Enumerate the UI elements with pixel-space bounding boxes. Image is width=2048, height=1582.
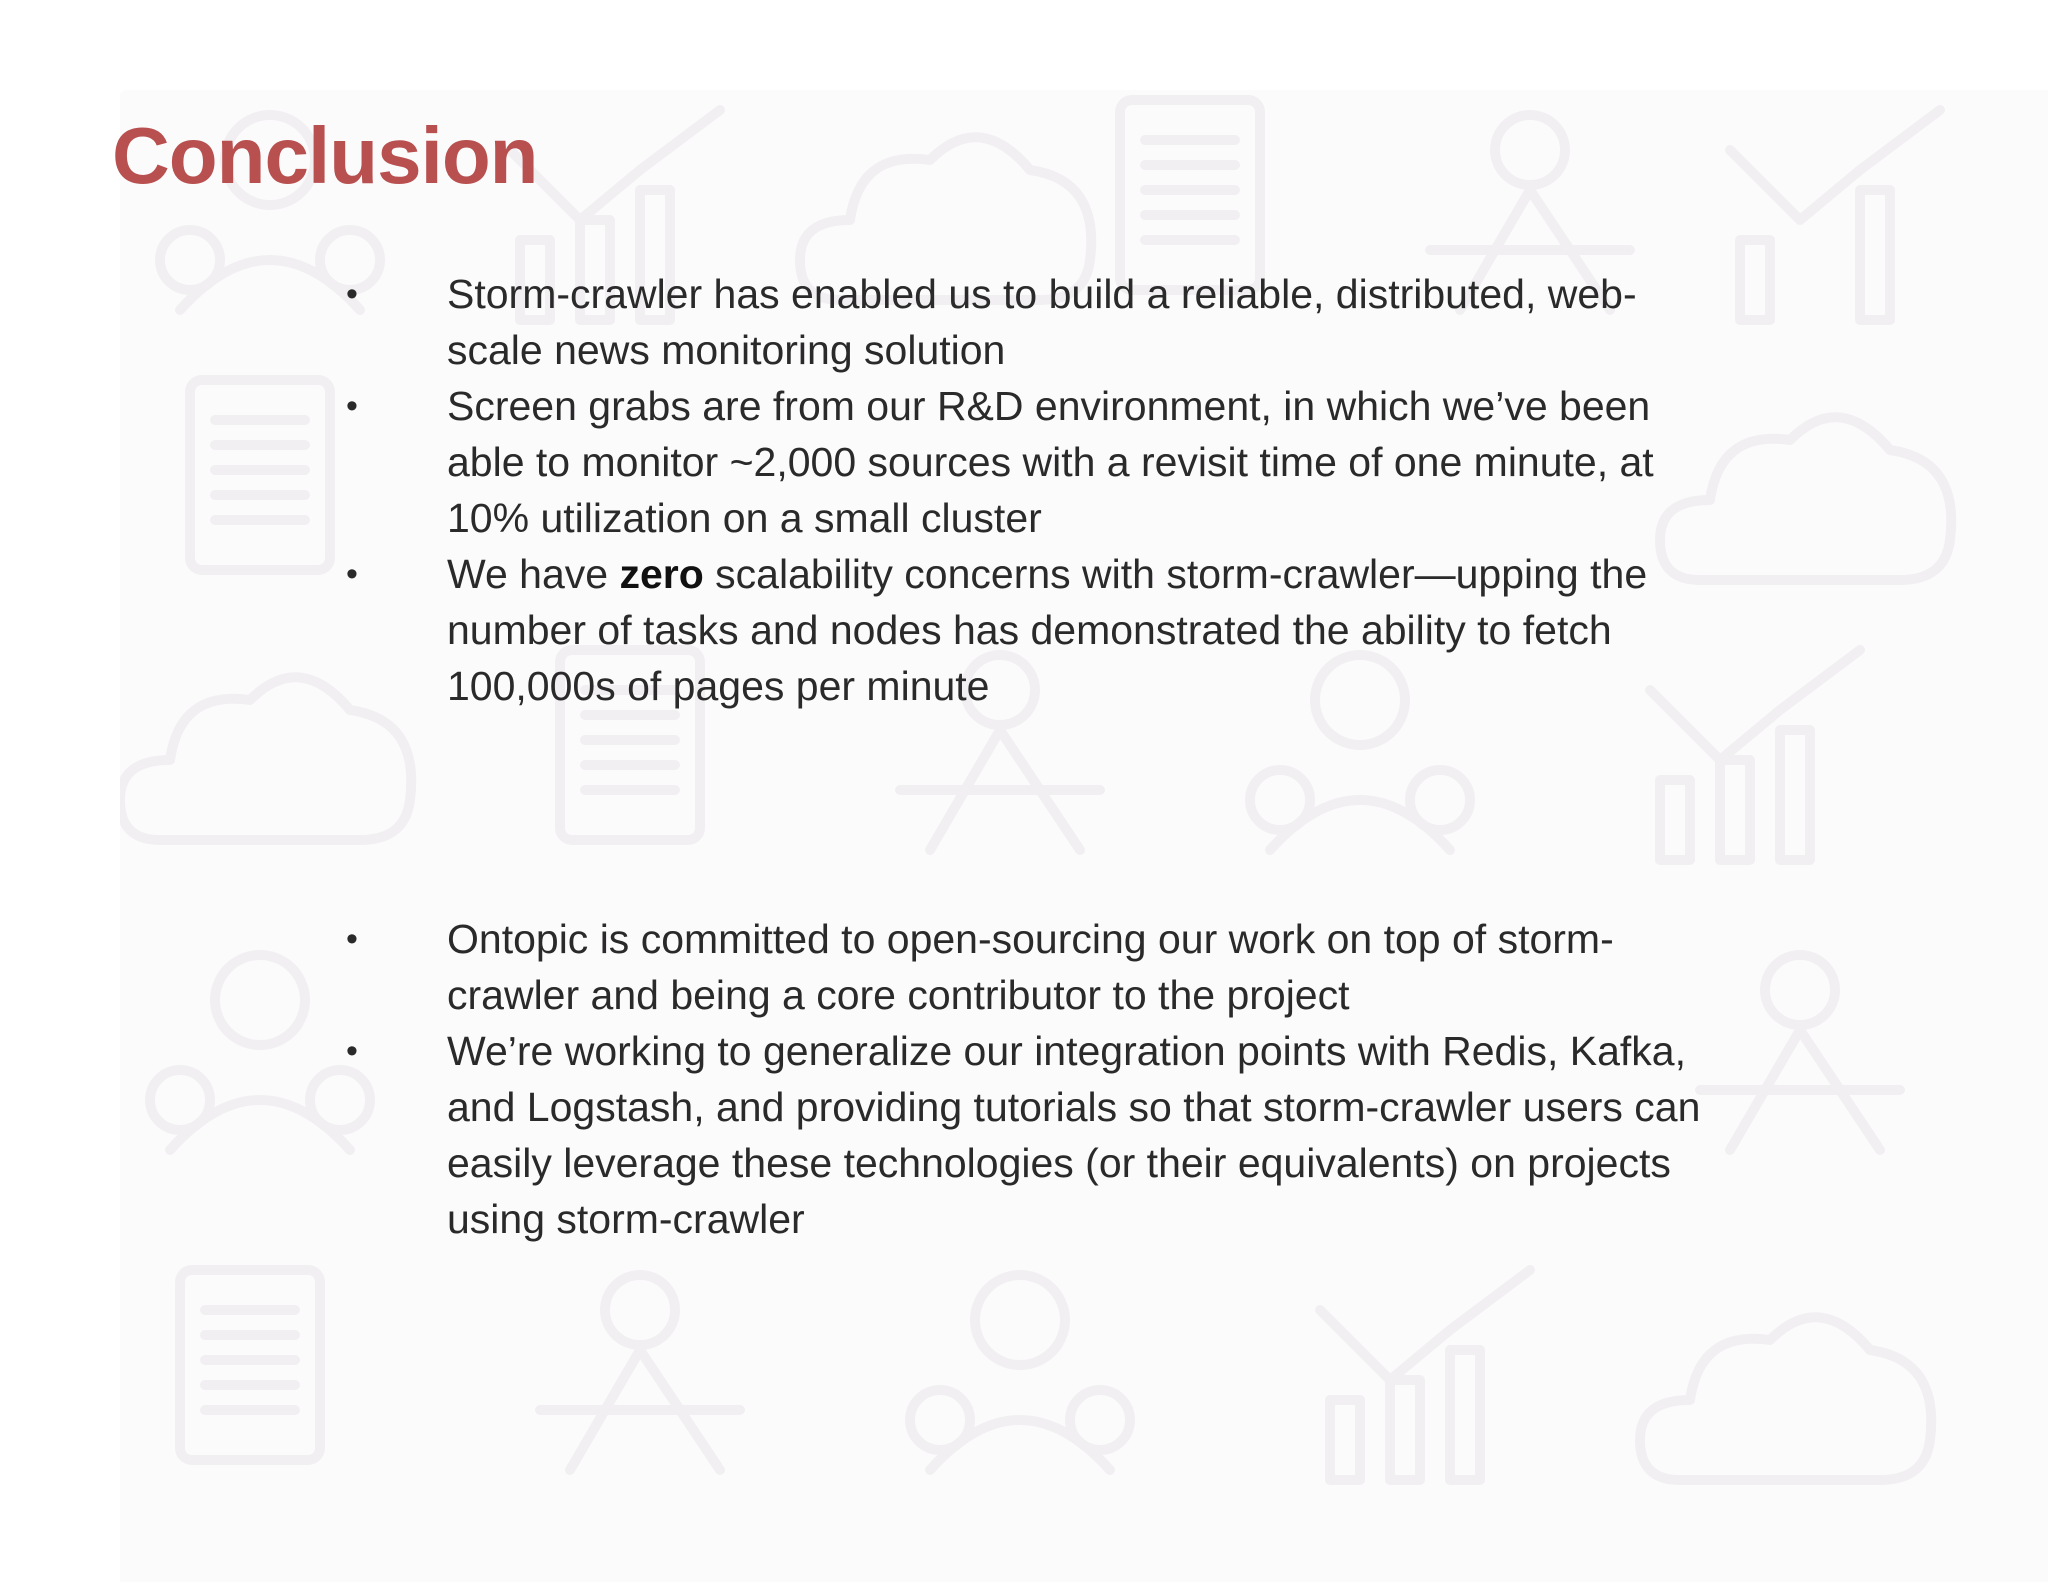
document-icon (180, 1270, 320, 1460)
bullet-text-emphasis: zero (619, 551, 704, 597)
bullet-text: Ontopic is committed to open-sourcing our work on top of storm-crawler and being a core contributor to the project (447, 916, 1614, 1018)
slide-title: Conclusion (112, 111, 538, 200)
bullet-dot: • (346, 387, 358, 425)
bullet-text: Storm-crawler has enabled us to build a reliable, distributed, web-scale news monitoring solution (447, 271, 1637, 373)
bullet-item (346, 911, 1706, 1023)
cloud-icon (1640, 1317, 1931, 1480)
bullet-dot: • (346, 275, 358, 313)
bullet-dot: • (346, 1032, 358, 1070)
people-icon (910, 1275, 1130, 1470)
network-icon (540, 1275, 740, 1470)
bullet-item (346, 546, 1706, 714)
bullet-list-commitments (346, 911, 1706, 1247)
bullet-dot: • (346, 920, 358, 958)
chart-icon (1730, 110, 1940, 320)
network-icon (1700, 955, 1900, 1150)
document-icon (190, 380, 330, 570)
bullet-text-lead: We have (447, 551, 620, 597)
chart-icon (1320, 1270, 1530, 1480)
people-icon (150, 955, 370, 1150)
bullet-item (346, 266, 1706, 378)
bullet-text: We’re working to generalize our integration points with Redis, Kafka, and Logstash, and providing tutorials so that storm-crawler users can easily leverage these technologies (or their equivalents) on projects using storm-crawler (447, 1028, 1701, 1242)
bullet-text-rest: scalability concerns with storm-crawler—upping the number of tasks and nodes has demonstrated the ability to fetch 100,000s of pages per minute (447, 551, 1648, 709)
bullet-dot: • (346, 555, 358, 593)
bullet-text: Screen grabs are from our R&D environment, in which we’ve been able to monitor ~2,000 sources with a revisit time of one minute, at 10% utilization on a small cluster (447, 383, 1654, 541)
bullet-item (346, 1023, 1706, 1247)
bullet-text (447, 546, 1706, 714)
bullet-list-results (346, 266, 1706, 714)
document-icon (1120, 100, 1260, 290)
bullet-item (346, 378, 1706, 546)
